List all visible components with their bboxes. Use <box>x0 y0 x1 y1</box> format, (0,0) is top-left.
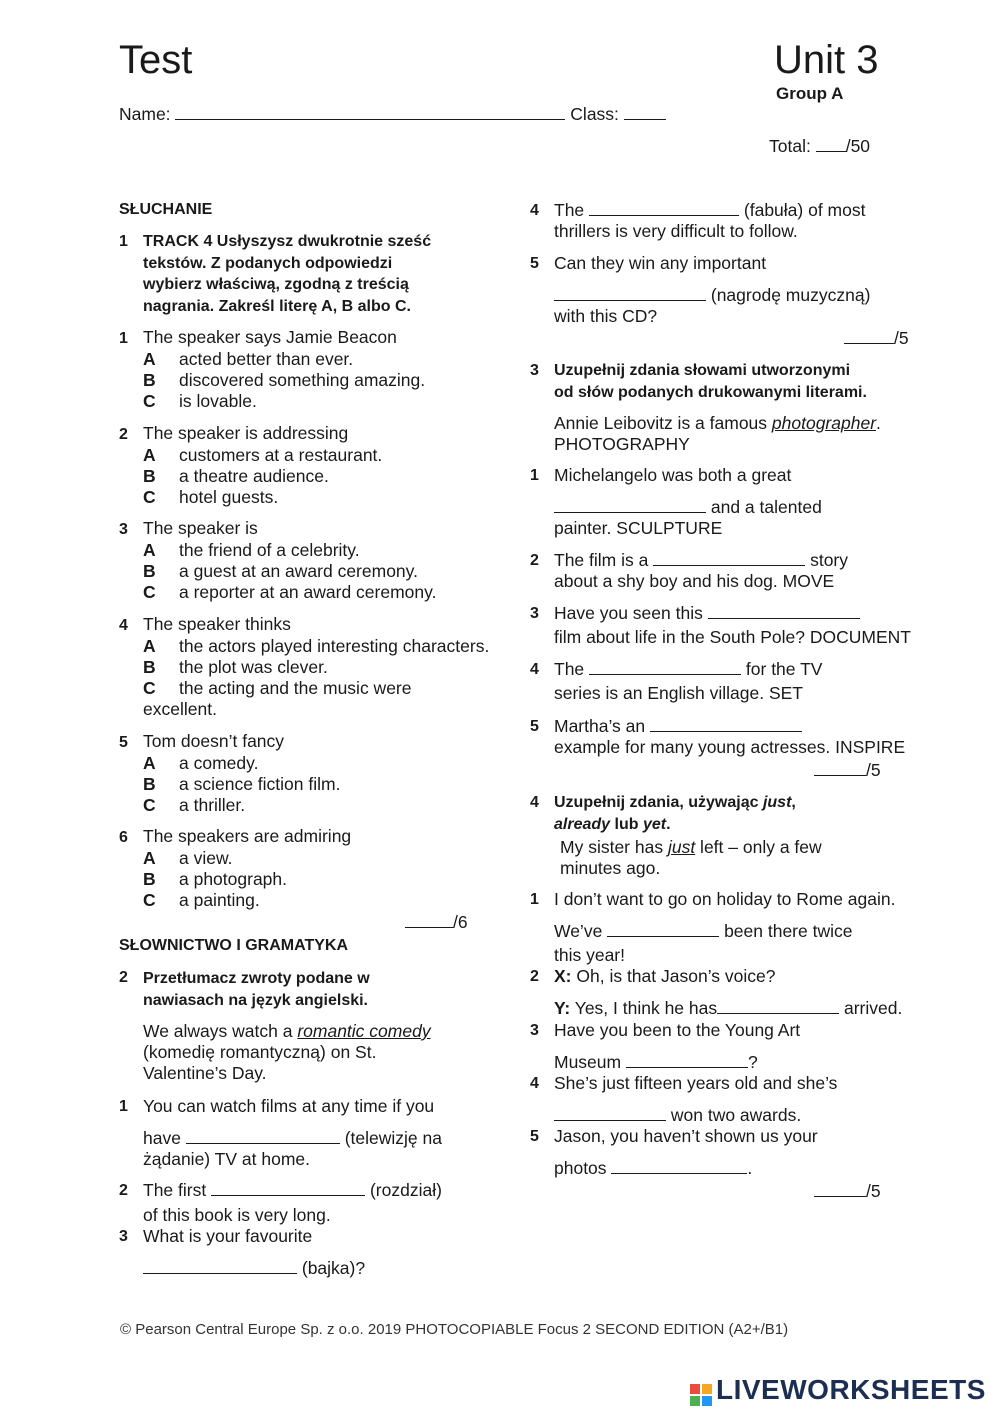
item-text: example for many young actresses. INSPIRE <box>554 737 906 757</box>
ex1-instructions <box>143 231 431 317</box>
item-number: 2 <box>530 552 539 569</box>
logo-icon <box>690 1384 712 1406</box>
ex4-item-4 <box>554 1073 837 1126</box>
example-text: (komedię romantyczną) on St. <box>143 1042 377 1062</box>
answer-field[interactable] <box>554 285 706 301</box>
item-number: 5 <box>530 255 539 272</box>
item-text: (telewizję na <box>344 1128 442 1148</box>
item-text: of this book is very long. <box>143 1205 331 1225</box>
question-5 <box>119 731 509 816</box>
item-text: ? <box>747 1052 758 1072</box>
instr-text: , <box>791 794 796 811</box>
item-text: Martha’s an <box>554 716 646 736</box>
answer-field[interactable] <box>589 200 739 216</box>
item-number: 4 <box>530 661 539 678</box>
item-text: for the TV <box>745 659 823 679</box>
item-text: I don’t want to go on holiday to Rome again. <box>554 889 896 909</box>
question-3 <box>119 518 509 603</box>
q-text: The speaker says Jamie Beacon <box>143 327 397 347</box>
opt-text: a reporter at an award ceremony. <box>179 582 437 602</box>
example-text: Valentine’s Day. <box>143 1063 267 1083</box>
option-a[interactable] <box>119 445 509 466</box>
answer-field[interactable] <box>186 1128 340 1144</box>
ex3-example <box>554 413 881 455</box>
item-text: (nagrodę muzyczną) <box>710 285 871 305</box>
opt-text: the friend of a celebrity. <box>179 540 360 560</box>
item-text: żądanie) TV at home. <box>143 1149 310 1169</box>
q-num: 3 <box>119 521 128 538</box>
opt-text: acted better than ever. <box>179 349 354 369</box>
ex4-instructions <box>554 792 796 835</box>
q-text: The speaker thinks <box>143 614 291 634</box>
total-row <box>769 136 870 157</box>
ex3-number: 3 <box>530 362 539 379</box>
option-c[interactable] <box>119 795 509 816</box>
q-num: 4 <box>119 617 128 634</box>
option-c[interactable] <box>119 582 509 603</box>
item-text: have <box>143 1128 181 1148</box>
item-text: story <box>810 550 849 570</box>
opt-letter: A <box>143 445 156 465</box>
ex1-score <box>405 912 468 933</box>
option-b[interactable] <box>119 466 509 487</box>
item-number: 4 <box>530 202 539 219</box>
opt-text: discovered something amazing. <box>179 370 426 390</box>
question-6 <box>119 826 509 911</box>
item-text: been there twice <box>724 921 853 941</box>
example-text: Annie Leibovitz is a famous <box>554 413 772 433</box>
opt-letter: A <box>143 753 156 773</box>
instr-line: wybierz właściwą, zgodną z treścią <box>143 276 409 293</box>
ex3-item-5 <box>554 716 905 758</box>
item-text: Oh, is that Jason’s voice? <box>576 966 776 986</box>
option-b[interactable] <box>119 561 509 582</box>
instr-line: Uzupełnij zdania słowami utworzonymi <box>554 362 851 379</box>
item-text: Have you been to the Young Art <box>554 1020 801 1040</box>
item-text: What is your favourite <box>143 1226 313 1246</box>
opt-text: a painting. <box>179 890 260 910</box>
q-num: 5 <box>119 734 128 751</box>
opt-text: a thriller. <box>179 795 246 815</box>
opt-text: customers at a restaurant. <box>179 445 383 465</box>
score-max: /5 <box>866 1181 881 1201</box>
item-number: 3 <box>119 1228 128 1245</box>
opt-letter: B <box>143 869 156 889</box>
q-text: The speakers are admiring <box>143 826 352 846</box>
opt-letter: B <box>143 561 156 581</box>
example-text: My sister has <box>560 837 668 857</box>
copyright-footer: © Pearson Central Europe Sp. z o.o. 2019 PHOTOCOPIABLE Focus 2 SECOND EDITION (A2+/B1) <box>120 1321 789 1338</box>
opt-text-continued: excellent. <box>143 699 217 719</box>
item-text: arrived. <box>844 998 903 1018</box>
name-row <box>119 104 666 125</box>
instr-line: TRACK 4 Usłyszysz dwukrotnie sześć <box>143 233 432 250</box>
item-text: Have you seen this <box>554 603 703 623</box>
ex4-item-3 <box>554 1020 800 1073</box>
instr-text: Uzupełnij zdania, używając <box>554 794 759 811</box>
q-text: Tom doesn’t fancy <box>143 731 285 751</box>
option-b[interactable] <box>119 370 509 391</box>
opt-text: the plot was clever. <box>179 657 328 677</box>
item-number: 1 <box>530 891 539 908</box>
opt-letter: C <box>143 890 156 910</box>
example-answer: romantic comedy <box>297 1021 431 1041</box>
logo-text: LIVEWORKSHEETS <box>716 1374 986 1405</box>
ex2-item-1 <box>143 1096 442 1170</box>
ex3-instructions <box>554 360 867 403</box>
opt-text: the actors played interesting characters. <box>179 636 490 656</box>
answer-field[interactable] <box>143 1258 297 1274</box>
group-label: Group A <box>776 84 844 103</box>
answer-field[interactable] <box>607 921 719 937</box>
ex4-score <box>814 1181 881 1202</box>
item-text: (fabuła) of most <box>743 200 866 220</box>
option-b[interactable] <box>119 774 509 795</box>
unit-label: Unit 3 <box>774 38 879 82</box>
ex2-item-3 <box>143 1226 365 1279</box>
ex3-item-4 <box>554 659 822 704</box>
class-field[interactable] <box>624 104 666 120</box>
item-text: series is an English village. SET <box>554 683 803 703</box>
item-number: 5 <box>530 1128 539 1145</box>
opt-letter: A <box>143 349 156 369</box>
option-c[interactable] <box>119 391 509 412</box>
item-text: Yes, I think he has <box>574 998 718 1018</box>
total-label: Total: <box>769 136 811 156</box>
option-a[interactable] <box>119 349 509 370</box>
option-b[interactable] <box>119 657 514 678</box>
item-text: The first <box>143 1180 207 1200</box>
score-field[interactable] <box>844 328 894 344</box>
ex3-score <box>814 760 881 781</box>
ex3-item-1 <box>554 465 822 539</box>
instr-line: nagrania. Zakreśl literę A, B albo C. <box>143 297 411 315</box>
item-number: 4 <box>530 1075 539 1092</box>
example-word: PHOTOGRAPHY <box>554 434 690 454</box>
ex4-example <box>560 837 822 879</box>
opt-text: the acting and the music were <box>179 678 412 698</box>
example-text: . <box>876 413 881 433</box>
option-a[interactable] <box>119 848 509 869</box>
instr-word: already <box>554 815 611 833</box>
instr-line: tekstów. Z podanych odpowiedzi <box>143 254 393 272</box>
item-text: We’ve <box>554 921 603 941</box>
item-number: 2 <box>530 968 539 985</box>
total-field[interactable] <box>816 136 846 152</box>
ex4-item-2 <box>554 966 902 1019</box>
q-num: 6 <box>119 829 128 846</box>
q-text: The speaker is addressing <box>143 423 349 443</box>
score-field[interactable] <box>405 912 453 928</box>
opt-text: a view. <box>179 848 233 868</box>
ex2-instructions <box>143 968 370 1011</box>
instr-word: just <box>762 794 792 811</box>
ex1-number: 1 <box>119 233 128 250</box>
opt-letter: A <box>143 636 156 656</box>
option-a[interactable] <box>119 753 509 774</box>
instr-line: od słów podanych drukowanymi literami. <box>554 383 867 401</box>
answer-field[interactable] <box>554 1105 666 1121</box>
option-a[interactable] <box>119 636 514 657</box>
instr-line: nawiasach na język angielski. <box>143 991 368 1009</box>
item-text: The <box>554 659 585 679</box>
item-text: . <box>747 1158 753 1178</box>
question-1 <box>119 327 509 412</box>
opt-letter: C <box>143 582 156 602</box>
instr-line: Przetłumacz zwroty podane w <box>143 970 370 987</box>
answer-field[interactable] <box>708 603 860 619</box>
item-text: Museum <box>554 1052 622 1072</box>
item-text: and a talented <box>710 497 822 517</box>
instr-word: yet <box>642 815 667 833</box>
answer-field[interactable] <box>554 497 706 513</box>
item-text: You can watch films at any time if you <box>143 1096 435 1116</box>
opt-text: a science fiction film. <box>179 774 341 794</box>
answer-field[interactable] <box>650 716 802 732</box>
item-text: thrillers is very difficult to follow. <box>554 221 798 241</box>
score-max: /6 <box>453 912 468 932</box>
speaker-label: X: <box>554 966 572 986</box>
option-c[interactable] <box>119 487 509 508</box>
name-label: Name: <box>119 104 171 124</box>
q-text: The speaker is <box>143 518 258 538</box>
opt-text: a comedy. <box>179 753 259 773</box>
ex2-example <box>143 1021 473 1084</box>
name-field[interactable] <box>175 104 565 120</box>
item-number: 3 <box>530 1022 539 1039</box>
opt-text: hotel guests. <box>179 487 279 507</box>
score-max: /5 <box>894 328 909 348</box>
opt-letter: A <box>143 848 156 868</box>
answer-field[interactable] <box>211 1180 365 1196</box>
liveworksheets-logo[interactable] <box>690 1374 986 1406</box>
section-listening: SŁUCHANIE <box>119 201 213 218</box>
page-title: Test <box>119 38 193 82</box>
option-b[interactable] <box>119 869 509 890</box>
speaker-label: Y: <box>554 998 571 1018</box>
score-max: /5 <box>866 760 881 780</box>
item-text: She’s just fifteen years old and she’s <box>554 1073 838 1093</box>
item-text: Michelangelo was both a great <box>554 465 792 485</box>
instr-text: . <box>666 815 671 833</box>
item-text: this year! <box>554 945 625 965</box>
answer-field[interactable] <box>653 550 805 566</box>
ex2-number: 2 <box>119 969 128 986</box>
opt-letter: B <box>143 774 156 794</box>
ex4-number: 4 <box>530 794 539 811</box>
question-4 <box>119 614 514 720</box>
ex3-item-3 <box>554 603 911 648</box>
opt-text: a photograph. <box>179 869 288 889</box>
example-text: minutes ago. <box>560 858 661 878</box>
item-number: 3 <box>530 605 539 622</box>
item-text: Can they win any important <box>554 253 767 273</box>
instr-text: lub <box>614 815 639 833</box>
option-c[interactable] <box>119 678 514 699</box>
opt-letter: B <box>143 657 156 677</box>
item-number: 1 <box>530 467 539 484</box>
example-text: left – only a few <box>695 837 822 857</box>
ex2-item-5 <box>554 253 870 327</box>
score-field[interactable] <box>814 1181 866 1197</box>
opt-text: is lovable. <box>179 391 257 411</box>
option-c[interactable] <box>119 890 509 911</box>
ex4-item-5 <box>554 1126 818 1179</box>
answer-field[interactable] <box>589 659 741 675</box>
section-vocab: SŁOWNICTWO I GRAMATYKA <box>119 937 349 954</box>
item-text: painter. SCULPTURE <box>554 518 723 538</box>
example-answer: photographer <box>771 413 877 433</box>
opt-text: a guest at an award ceremony. <box>179 561 418 581</box>
ex2-item-4 <box>554 200 865 242</box>
q-num: 1 <box>119 330 128 347</box>
total-max: /50 <box>845 136 871 156</box>
answer-field[interactable] <box>717 998 839 1014</box>
opt-letter: C <box>143 391 156 411</box>
opt-letter: B <box>143 370 156 390</box>
answer-field[interactable] <box>626 1052 748 1068</box>
item-text: The <box>554 200 585 220</box>
item-text: Jason, you haven’t shown us your <box>554 1126 818 1146</box>
score-field[interactable] <box>814 760 866 776</box>
opt-letter: B <box>143 466 156 486</box>
option-a[interactable] <box>119 540 509 561</box>
item-number: 2 <box>119 1182 128 1199</box>
ex4-item-1 <box>554 889 895 966</box>
opt-text: a theatre audience. <box>179 466 329 486</box>
item-text: film about life in the South Pole? DOCUMENT <box>554 627 911 647</box>
item-text: (rozdział) <box>369 1180 442 1200</box>
item-text: about a shy boy and his dog. MOVE <box>554 571 835 591</box>
example-text: We always watch a <box>143 1021 298 1041</box>
question-2 <box>119 423 509 508</box>
ex2-score <box>844 328 909 349</box>
item-number: 1 <box>119 1098 128 1115</box>
ex2-item-2 <box>143 1180 442 1226</box>
item-text: with this CD? <box>554 306 658 326</box>
item-text: The film is a <box>554 550 649 570</box>
opt-letter: A <box>143 540 156 560</box>
opt-letter: C <box>143 678 156 698</box>
class-label: Class: <box>570 104 619 124</box>
item-text: (bajka)? <box>301 1258 366 1278</box>
item-text: photos <box>554 1158 607 1178</box>
ex3-item-2 <box>554 550 848 592</box>
opt-letter: C <box>143 795 156 815</box>
example-answer: just <box>667 837 696 857</box>
item-number: 5 <box>530 718 539 735</box>
opt-letter: C <box>143 487 156 507</box>
q-num: 2 <box>119 426 128 443</box>
answer-field[interactable] <box>611 1158 747 1174</box>
item-text: won two awards. <box>670 1105 802 1125</box>
